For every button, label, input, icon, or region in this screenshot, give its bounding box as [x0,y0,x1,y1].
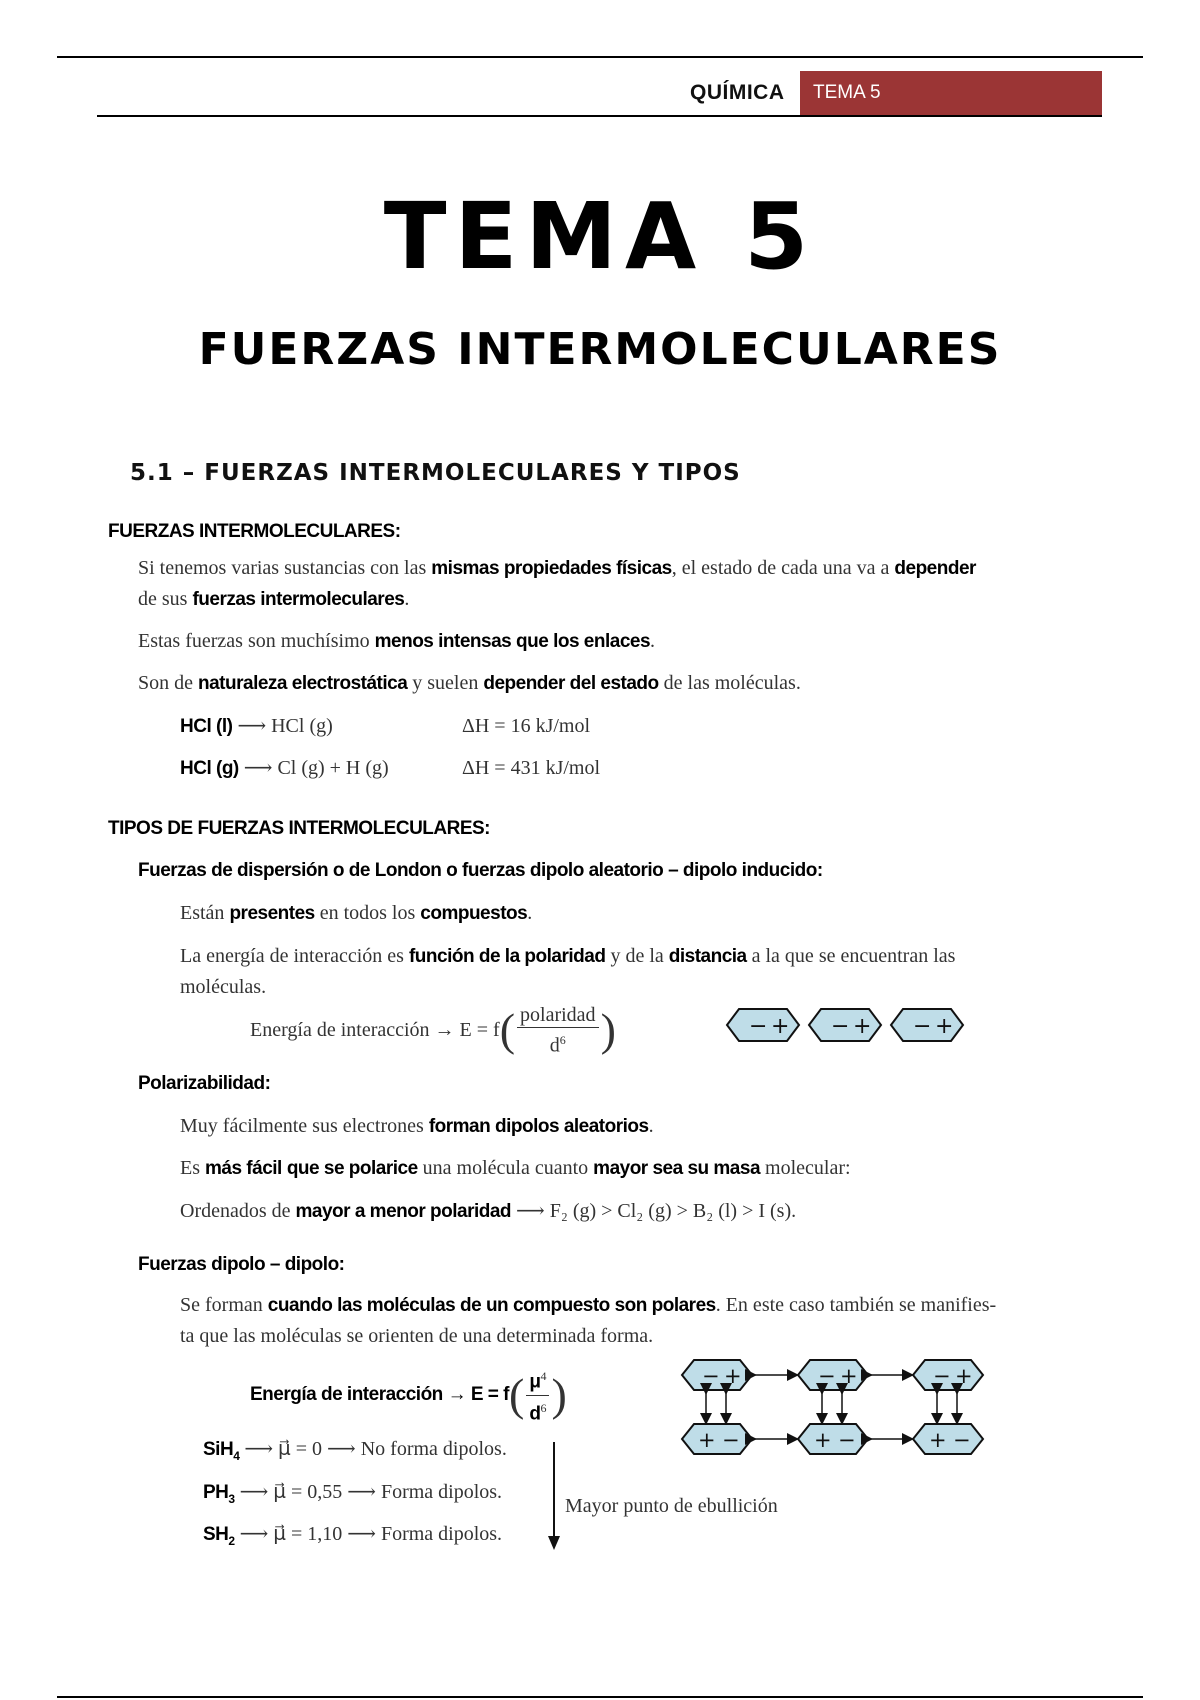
fi-paragraph-3: Son de naturaleza electrostática y suelen depender del estado de las moléculas. [138,672,801,694]
polar-heading: Polarizabilidad: [138,1073,271,1094]
arrow-label: Mayor punto de ebullición [565,1495,778,1517]
bottom-rule [57,1696,1143,1698]
polar-paragraph-3: Ordenados de mayor a menor polaridad ⟶ F₂ (g) > Cl₂ (g) > B₂ (l) > I (s). [180,1200,797,1222]
plus-sign: + [724,1364,742,1388]
plus-sign: + [853,1014,872,1039]
dipolo-paragraph-1: Se forman cuando las moléculas de un compuesto son polares. En este caso también se manifies- ta que las moléculas se orienten de una determinada forma. [180,1294,997,1347]
minus-sign: − [702,1364,720,1388]
dipolo-row-sh2: $SH_2$ ⟶ μ⃗ = 1,10 ⟶ Forma dipolos. [203,1523,503,1548]
dipole-hexagon [682,1360,752,1390]
equation-2-enthalpy: ΔH = 431 kJ/mol [462,757,601,779]
dipole-dipole-diagram [680,1355,985,1460]
london-heading: Fuerzas de dispersión o de London o fuerzas dipolo aleatorio – dipolo inducido: [138,860,823,881]
dipole-hexagon [913,1424,983,1454]
dipole-hexagon [727,1009,799,1041]
header-rule [97,115,1102,117]
minus-sign: − [913,1014,932,1039]
minus-sign: − [749,1014,768,1039]
header-tema-box [800,71,1102,117]
london-paragraph-1: Están presentes en todos los compuestos. [180,902,533,924]
dipole-hexagon [809,1009,881,1041]
equation-1: HCl (l) ⟶ HCl (g) [180,715,333,737]
dipolo-row-ph3: $PH_3$ ⟶ μ⃗ = 0,55 ⟶ Forma dipolos. [203,1481,503,1506]
page-title: TEMA 5 [383,183,817,290]
dipole-hexagon [682,1424,752,1454]
minus-sign: − [838,1428,856,1452]
fi-paragraph-1: Si tenemos varias sustancias con las mismas propiedades físicas, el estado de cada una va a depender de sus fuerzas intermoleculares. [138,557,976,610]
equation-1-enthalpy: ΔH = 16 kJ/mol [462,715,591,737]
fi-heading: FUERZAS INTERMOLECULARES: [108,521,401,542]
dipole-hexagon [798,1424,868,1454]
dipolo-row-sih4: SiH$_4$ ⟶ μ⃗ = 0 ⟶ No forma dipolos. [203,1438,507,1463]
top-rule [57,56,1143,58]
header-tema: TEMA 5 [813,82,881,103]
minus-sign: − [818,1364,836,1388]
plus-sign: + [771,1014,790,1039]
plus-sign: + [814,1428,832,1452]
plus-sign: + [929,1428,947,1452]
dipolo-heading: Fuerzas dipolo – dipolo: [138,1254,345,1275]
dipole-hexagon [798,1360,868,1390]
fi-paragraph-2: Estas fuerzas son muchísimo menos intensas que los enlaces. [138,630,656,652]
london-dipoles-diagram [725,1005,975,1045]
polar-paragraph-2: Es más fácil que se polarice una molécula cuanto mayor sea su masa molecular: [180,1157,851,1179]
page-subtitle: FUERZAS INTERMOLECULARES [198,324,1002,375]
section-heading: 5.1 – FUERZAS INTERMOLECULARES Y TIPOS [130,460,741,486]
plus-sign: + [698,1428,716,1452]
minus-sign: − [722,1428,740,1452]
dipole-hexagon [891,1009,963,1041]
plus-sign: + [935,1014,954,1039]
dipole-hexagon [913,1360,983,1390]
polar-paragraph-1: Muy fácilmente sus electrones forman dipolos aleatorios. [180,1115,654,1137]
equation-2: HCl (g) ⟶ Cl (g) + H (g) [180,757,389,779]
minus-sign: − [933,1364,951,1388]
london-paragraph-2: La energía de interacción es función de la polaridad y de la distancia a la que se encuentran las moléculas. [180,945,956,998]
london-energy-formula: Energía de interacción → E = f ( $\frac{\text{polaridad}}{d^6}$ ) [250,1003,616,1057]
minus-sign: − [953,1428,971,1452]
tipos-heading: TIPOS DE FUERZAS INTERMOLECULARES: [108,818,491,839]
minus-sign: − [831,1014,850,1039]
down-arrow [545,1440,563,1552]
header-subject: QUÍMICA [690,81,785,104]
plus-sign: + [955,1364,973,1388]
dipolo-energy-formula: Energía de interacción → E = f ( $\frac{\mu^4}{d^6}$ ) [250,1367,567,1423]
plus-sign: + [840,1364,858,1388]
